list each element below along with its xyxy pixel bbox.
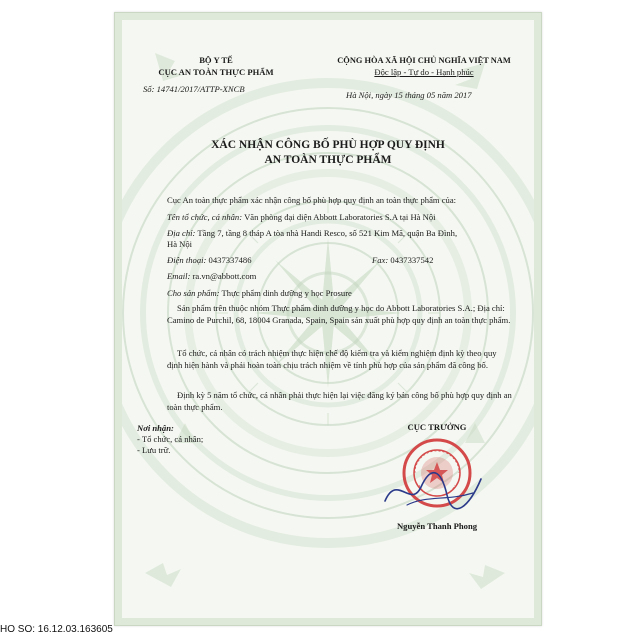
phone-value: 0437337486 bbox=[208, 255, 252, 265]
address-line bbox=[167, 228, 457, 239]
address-value: Tầng 7, tầng 8 tháp A tòa nhà Handi Resco, số 521 Kim Mã, quận Ba Đình, bbox=[197, 228, 458, 238]
ministry-name: BỘ Y TẾ bbox=[199, 55, 233, 65]
organization-label: Tên tổ chức, cá nhân: bbox=[167, 212, 243, 222]
paragraph-responsibility: Tổ chức, cá nhân có trách nhiệm thực hiện chế độ kiểm tra và kiểm nghiệm định kỳ theo quy định hiện hành và phải hoàn toàn chịu trách nhiệm về tính phù hợp của sản phẩm đã công bố. bbox=[167, 348, 497, 370]
address-label: Địa chỉ: bbox=[167, 228, 196, 238]
organization-value: Văn phòng đại diện Abbott Laboratories S.A tại Hà Nội bbox=[244, 212, 436, 222]
recipient-item-2: - Lưu trữ. bbox=[137, 445, 171, 455]
signer-name: Nguyễn Thanh Phong bbox=[396, 521, 478, 531]
issue-date: Hà Nội, ngày 15 tháng 05 năm 2017 bbox=[346, 90, 472, 100]
paragraph-product-group: Sản phẩm trên thuộc nhóm Thực phẩm dinh dưỡng y học do Abbott Laboratories S.A.; Địa chỉ: Camino de Purchil, 68, 18004 Granada, Spain, Spain sản xuất phù hợp quy định an toàn thực phẩm. bbox=[167, 303, 511, 325]
fax-value: 0437337542 bbox=[390, 255, 434, 265]
recipient-item-1: - Tổ chức, cá nhân; bbox=[137, 434, 204, 444]
signer-role: CỤC TRƯỞNG bbox=[407, 422, 467, 432]
dossier-code: HO SO: 16.12.03.163605 bbox=[0, 624, 113, 635]
product-value: Thực phẩm dinh dưỡng y học Prosure bbox=[221, 288, 352, 298]
intro-text: Cục An toàn thực phẩm xác nhận công bố phù hợp quy định an toàn thực phẩm của: bbox=[167, 195, 457, 205]
phone-line bbox=[167, 255, 252, 266]
fax-label: Fax: bbox=[372, 255, 389, 265]
country-name: CỘNG HÒA XÃ HỘI CHỦ NGHĨA VIỆT NAM bbox=[337, 56, 511, 65]
certificate-document bbox=[114, 12, 542, 626]
product-label: Cho sản phẩm: bbox=[167, 288, 220, 298]
document-title-line2: AN TOÀN THỰC PHẨM bbox=[264, 154, 392, 166]
fax-line bbox=[372, 255, 433, 266]
document-title-line1: XÁC NHẬN CÔNG BỐ PHÙ HỢP QUY ĐỊNH bbox=[211, 139, 445, 151]
document-number: Số: 14741/2017/ATTP-XNCB bbox=[143, 84, 245, 94]
recipients-label: Nơi nhận: bbox=[137, 423, 174, 433]
handwritten-signature-icon bbox=[377, 465, 487, 515]
agency-name: CỤC AN TOÀN THỰC PHẨM bbox=[158, 67, 274, 77]
product-line bbox=[167, 288, 352, 299]
paragraph-renewal: Định kỳ 5 năm tổ chức, cá nhân phải thực hiện lại việc đăng ký bản công bố phù hợp quy định an toàn thực phẩm. bbox=[167, 390, 512, 412]
address-value-2: Hà Nội bbox=[167, 239, 193, 249]
email-line bbox=[167, 271, 256, 282]
organization-line bbox=[167, 212, 436, 223]
phone-label: Điện thoại: bbox=[167, 255, 207, 265]
email-label: Email: bbox=[167, 271, 191, 281]
national-motto: Độc lập - Tự do - Hạnh phúc bbox=[374, 67, 474, 77]
email-value: ra.vn@abbott.com bbox=[192, 271, 257, 281]
